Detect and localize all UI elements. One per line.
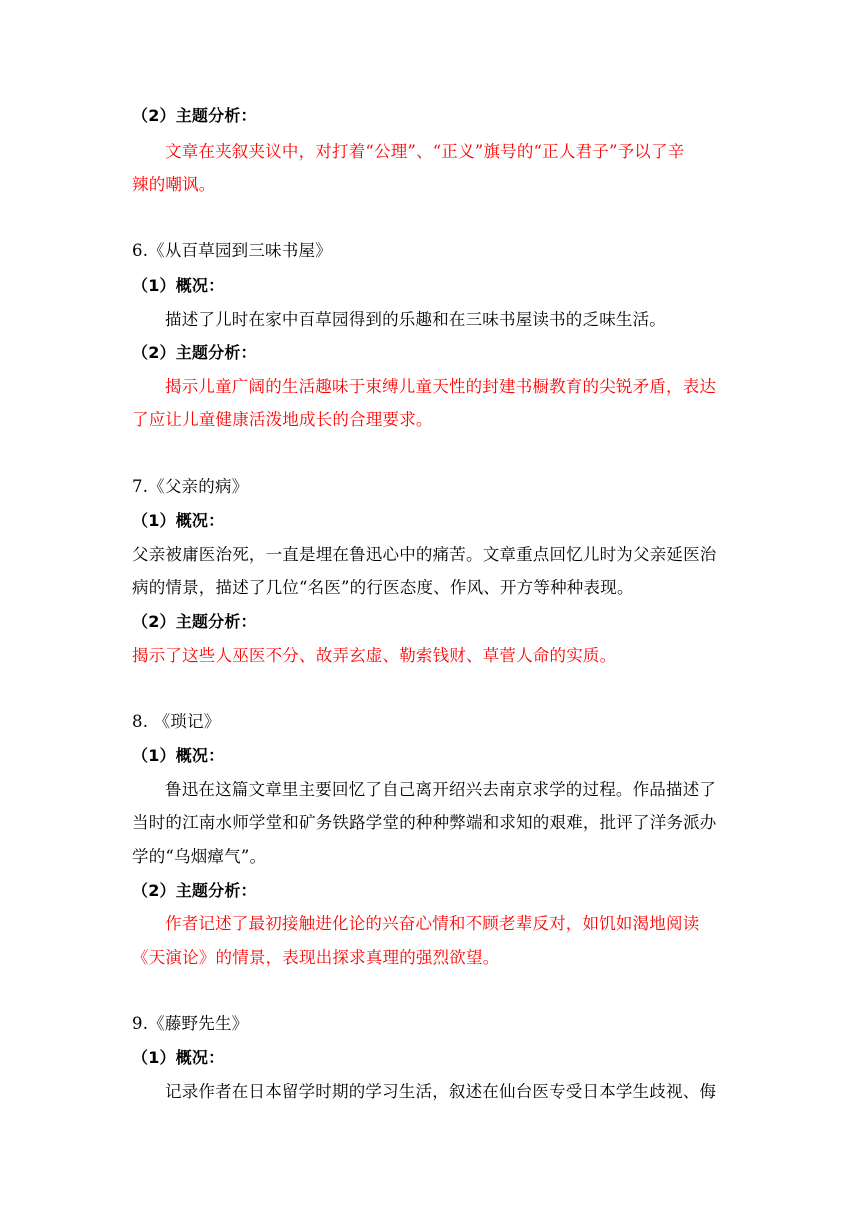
sec9-summary-label: （1）概况： — [132, 1048, 225, 1067]
sec7-theme-label: （2）主题分析： — [132, 612, 257, 631]
sec8-theme-line-1: 作者记述了最初接触进化论的兴奋心情和不顾老辈反对，如饥如渴地阅读 — [165, 914, 700, 933]
sec7-title: 7.《父亲的病》 — [132, 477, 249, 496]
sec8-title: 8. 《琐记》 — [132, 712, 221, 731]
sec8-summary-label: （1）概况： — [132, 746, 225, 765]
sec6-summary-label: （1）概况： — [132, 276, 225, 295]
sec6-summary-line-1: 描述了儿时在家中百草园得到的乐趣和在三味书屋读书的乏味生活。 — [165, 310, 666, 329]
sec7-summary-line-1: 父亲被庸医治死，一直是埋在鲁迅心中的痛苦。文章重点回忆儿时为父亲延医治 — [132, 545, 717, 564]
sec6-theme-line-2: 了应让儿童健康活泼地成长的合理要求。 — [132, 410, 433, 429]
sec6-theme-line-1: 揭示儿童广阔的生活趣味于束缚儿童天性的封建书橱教育的尖锐矛盾，表达 — [165, 377, 717, 396]
sec8-summary-line-1: 鲁迅在这篇文章里主要回忆了自己离开绍兴去南京求学的过程。作品描述了 — [165, 780, 717, 799]
sec6-title: 6.《从百草园到三味书屋》 — [132, 241, 332, 260]
sec8-theme-label: （2）主题分析： — [132, 881, 257, 900]
sec9-summary-line-1: 记录作者在日本留学时期的学习生活，叙述在仙台医专受日本学生歧视、侮 — [165, 1082, 717, 1101]
sec9-title: 9.《藤野先生》 — [132, 1014, 249, 1033]
sec8-theme-line-2: 《天演论》的情景，表现出探求真理的强烈欲望。 — [132, 948, 500, 967]
sec7-theme-line-1: 揭示了这些人巫医不分、故弄玄虚、勒索钱财、草菅人命的实质。 — [132, 646, 617, 665]
sec8-summary-line-3: 学的“乌烟瘴气”。 — [132, 847, 267, 866]
sec5-theme-line-1: 文章在夹叙夹议中，对打着“公理”、“正义”旗号的“正人君子”予以了辛 — [165, 142, 685, 161]
sec7-summary-line-2: 病的情景，描述了几位“名医”的行医态度、作风、开方等种种表现。 — [132, 578, 634, 597]
sec7-summary-label: （1）概况： — [132, 511, 225, 530]
sec6-theme-label: （2）主题分析： — [132, 343, 257, 362]
sec5-theme-line-2: 辣的嘲讽。 — [132, 175, 216, 194]
sec8-summary-line-2: 当时的江南水师学堂和矿务铁路学堂的种种弊端和求知的艰难，批评了洋务派办 — [132, 813, 717, 832]
sec5-theme-label: （2）主题分析： — [132, 106, 257, 125]
